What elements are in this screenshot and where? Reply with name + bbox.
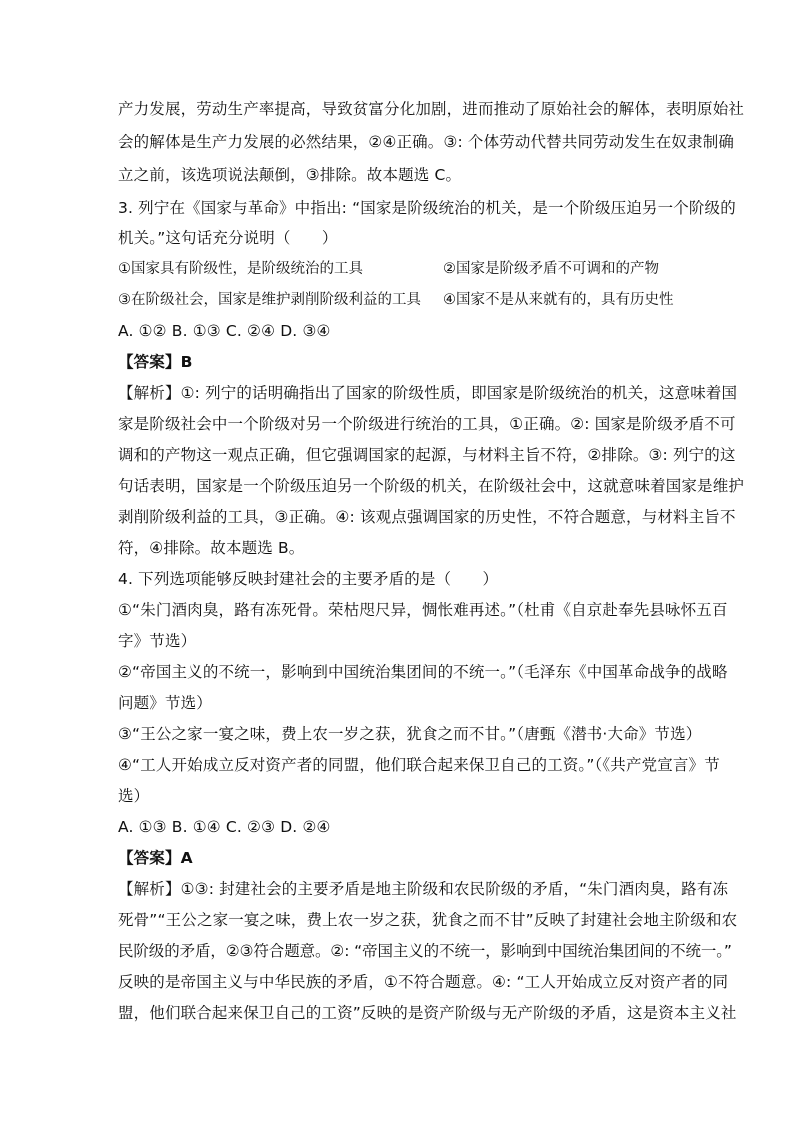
explanation-line: 句话表明，国家是一个阶级压迫另一个阶级的机关，在阶级社会中，这就意味着国家是维护: [118, 477, 745, 495]
option-4: ④国家不是从来就有的，具有历史性: [443, 292, 674, 308]
quote-line: ①“朱门酒肉臭，路有冻死骨。荣枯咫尺异，惆怅难再述。”（杜甫《自京赴奉先县咏怀五百: [118, 601, 728, 619]
explanation-line: 符，④排除。故本题选 B。: [118, 539, 305, 557]
text-line: 产力发展，劳动生产率提高，导致贫富分化加剧，进而推动了原始社会的解体，表明原始社: [118, 100, 745, 118]
question-3-stem: 3. 列宁在《国家与革命》中指出: “国家是阶级统治的机关，是一个阶级压迫另一个阶级的: [118, 199, 736, 217]
explanation-line: 【解析】①: 列宁的话明确指出了国家的阶级性质，即国家是阶级统治的机关，这意味着国: [118, 384, 738, 402]
quote-line: 字》节选）: [118, 632, 197, 650]
quote-line: ④“工人开始成立反对资产者的同盟，他们联合起来保卫自己的工资。”（《共产党宣言》节: [118, 756, 720, 774]
explanation-line: 剥削阶级利益的工具，③正确。④: 该观点强调国家的历史性，不符合题意，与材料主旨不: [118, 508, 736, 526]
explanation-line: 家是阶级社会中一个阶级对另一个阶级进行统治的工具，①正确。②: 国家是阶级矛盾不可: [118, 415, 736, 433]
option-1: ①国家具有阶级性，是阶级统治的工具: [118, 261, 363, 277]
answer-choices: A. ①③ B. ①④ C. ②③ D. ②④: [118, 818, 331, 836]
quote-line: ②“帝国主义的不统一，影响到中国统治集团间的不统一。”（毛泽东《中国革命战争的战略: [118, 663, 728, 681]
quote-line: 问题》节选）: [118, 694, 212, 712]
explanation-line: 反映的是帝国主义与中华民族的矛盾，①不符合题意。④: “工人开始成立反对资产者的同: [118, 973, 729, 991]
question-4-stem: 4. 下列选项能够反映封建社会的主要矛盾的是（ ）: [118, 570, 499, 588]
explanation-line: 【解析】①③: 封建社会的主要矛盾是地主阶级和农民阶级的矛盾，“朱门酒肉臭，路有冻: [118, 880, 729, 898]
explanation-line: 调和的产物这一观点正确，但它强调国家的起源，与材料主旨不符，②排除。③: 列宁的这: [118, 446, 736, 464]
quote-line: ③“王公之家一宴之味，费上农一岁之获，犹食之而不甘。”（唐甄《潜书·大命》节选）: [118, 725, 702, 743]
option-3: ③在阶级社会，国家是维护剥削阶级利益的工具: [118, 292, 421, 308]
answer-label: 【答案】A: [118, 849, 193, 867]
text-line: 立之前，该选项说法颠倒，③排除。故本题选 C。: [118, 166, 462, 184]
quote-line: 选）: [118, 787, 150, 805]
option-2: ②国家是阶级矛盾不可调和的产物: [443, 261, 659, 277]
answer-choices: A. ①② B. ①③ C. ②④ D. ③④: [118, 322, 331, 340]
answer-label: 【答案】B: [118, 353, 193, 371]
explanation-line: 盟，他们联合起来保卫自己的工资”反映的是资产阶级与无产阶级的矛盾，这是资本主义社: [118, 1004, 737, 1022]
explanation-line: 民阶级的矛盾，②③符合题意。②: “帝国主义的不统一，影响到中国统治集团间的不统一。”: [118, 942, 732, 960]
text-line: 会的解体是生产力发展的必然结果，②④正确。③: 个体劳动代替共同劳动发生在奴隶制确: [118, 133, 734, 151]
explanation-line: 死骨”“王公之家一宴之味，费上农一岁之获，犹食之而不甘”反映了封建社会地主阶级和农: [118, 911, 738, 929]
question-3-stem: 机关。”这句话充分说明（ ）: [118, 229, 338, 247]
